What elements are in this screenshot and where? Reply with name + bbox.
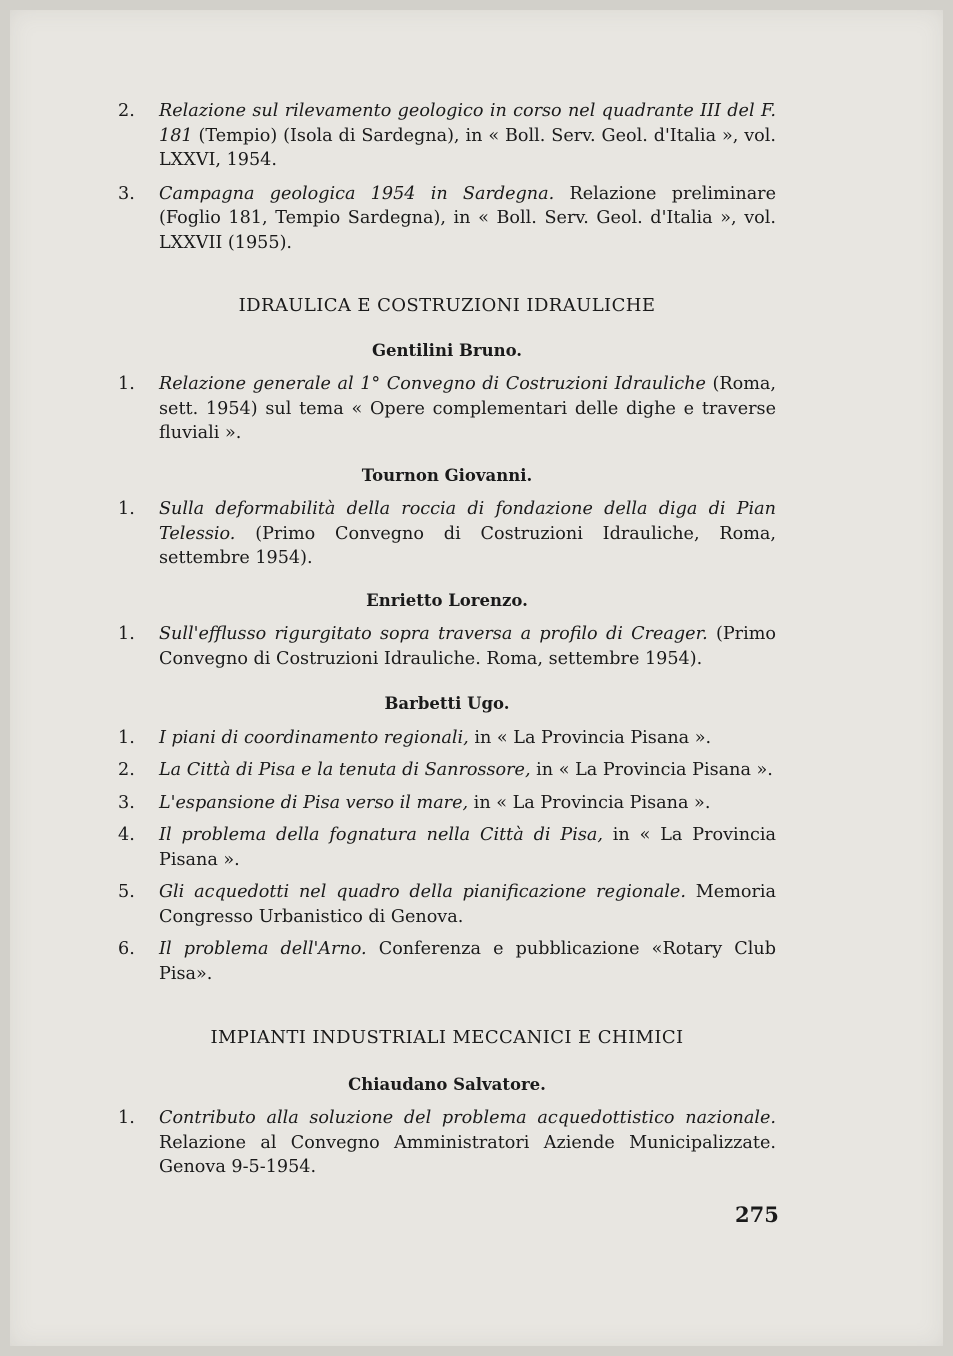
list-item bbox=[118, 937, 776, 986]
entry-number: 1. bbox=[118, 499, 135, 519]
entry-details: (Tempio) (Isola di Sardegna), in « Boll. Serv. Geol. d'Italia », vol. LXXVI, 1954. bbox=[159, 125, 776, 170]
entry-title: Sull'efflusso rigurgitato sopra traversa a profilo di Creager. bbox=[159, 624, 708, 644]
list-item bbox=[118, 758, 776, 783]
entry-title: La Città di Pisa e la tenuta di Sanrossore, bbox=[159, 760, 531, 780]
entry-details: Relazione al Convegno Amministratori Aziende Municipalizzate. Genova 9-5-1954. bbox=[159, 1132, 776, 1177]
author-name: Chiaudano Salvatore. bbox=[348, 1074, 546, 1094]
entry-number: 3. bbox=[118, 183, 135, 204]
entry-details: in « La Provincia Pisana ». bbox=[530, 760, 773, 780]
page-number: 275 bbox=[735, 1202, 779, 1227]
entry-title: L'espansione di Pisa verso il mare, bbox=[159, 792, 469, 813]
author-name: Barbetti Ugo. bbox=[384, 694, 510, 713]
list-item bbox=[118, 726, 776, 751]
entry-number: 2. bbox=[118, 101, 135, 121]
entry-number: 2. bbox=[118, 760, 135, 780]
entry-number: 1. bbox=[118, 1108, 135, 1128]
entry-title: I piani di coordinamento regionali, bbox=[159, 727, 469, 748]
list-item bbox=[118, 372, 776, 446]
entry-title: Gli acquedotti nel quadro della pianificazione regionale. bbox=[159, 882, 686, 902]
text-block bbox=[118, 99, 776, 1180]
section-heading-idraulica: IDRAULICA E COSTRUZIONI IDRAULICHE bbox=[238, 295, 656, 316]
entry-number: 1. bbox=[118, 374, 135, 394]
list-item bbox=[118, 622, 776, 671]
entry-title: Campagna geologica 1954 in Sardegna. bbox=[159, 183, 555, 204]
entry-details: Relazione preliminare (Foglio 181, Tempio Sardegna), in « Boll. Serv. Geol. d'Italia », vol. LXXVII (1955). bbox=[159, 183, 777, 253]
entry-number: 1. bbox=[118, 727, 135, 748]
entry-details: (Primo Convegno di Costruzioni Idrauliche. Roma, settembre 1954). bbox=[159, 624, 776, 669]
entry-number: 1. bbox=[118, 624, 135, 644]
list-item bbox=[118, 791, 776, 816]
entry-title: Contributo alla soluzione del problema acquedottistico nazionale. bbox=[159, 1108, 776, 1128]
list-item bbox=[118, 823, 776, 872]
entry-title: Relazione sul rilevamento geologico in corso nel quadrante III del F. 181 bbox=[159, 101, 776, 146]
entry-number: 4. bbox=[118, 825, 135, 845]
list-item bbox=[118, 99, 776, 173]
author-name: Tournon Giovanni. bbox=[361, 465, 533, 485]
entry-title: Il problema della fognatura nella Città di Pisa, bbox=[159, 825, 603, 845]
section-heading-impianti: IMPIANTI INDUSTRIALI MECCANICI E CHIMICI bbox=[210, 1027, 684, 1048]
entry-details: (Primo Convegno di Costruzioni Idrauliche, Roma, settembre 1954). bbox=[159, 523, 776, 568]
entry-details: Memoria Congresso Urbanistico di Genova. bbox=[159, 882, 776, 927]
list-item bbox=[118, 182, 776, 256]
entry-number: 6. bbox=[118, 939, 135, 959]
author-name: Gentilini Bruno. bbox=[371, 340, 523, 360]
entry-title: Relazione generale al 1° Convegno di Costruzioni Idrauliche bbox=[159, 374, 706, 394]
entry-details: in « La Provincia Pisana ». bbox=[159, 825, 776, 870]
author-name: Enrietto Lorenzo. bbox=[366, 590, 528, 610]
list-item bbox=[118, 497, 776, 571]
list-item bbox=[118, 880, 776, 929]
entry-title: Sulla deformabilità della roccia di fondazione della diga di Pian Telessio. bbox=[159, 499, 776, 544]
list-item bbox=[118, 1106, 776, 1180]
entry-title: Il problema dell'Arno. bbox=[159, 939, 367, 959]
entry-number: 3. bbox=[118, 792, 135, 813]
entry-details: (Roma, sett. 1954) sul tema « Opere complementari delle dighe e traverse fluviali ». bbox=[159, 374, 776, 443]
entry-number: 5. bbox=[118, 882, 135, 902]
entry-details: in « La Provincia Pisana ». bbox=[468, 792, 711, 813]
entry-details: Conferenza e pubblicazione «Rotary Club Pisa». bbox=[159, 939, 776, 984]
entry-details: in « La Provincia Pisana ». bbox=[468, 727, 712, 748]
